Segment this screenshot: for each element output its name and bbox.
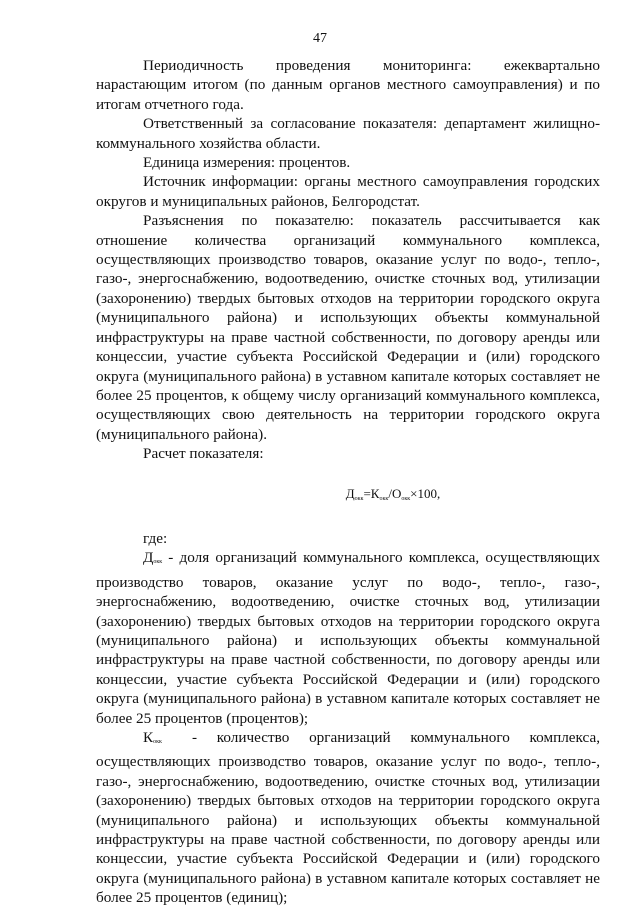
definition-d-symbol-sub: окк xyxy=(153,559,163,566)
document-body xyxy=(96,56,600,908)
definition-k xyxy=(96,728,600,908)
formula-k-sub: окк xyxy=(379,495,389,502)
definition-k-text: - количество организаций коммунального комплекса, осуществляющих производство товаров, оказание услуг по водо-, тепло-, газо-, энергоснабжению, водоотведению, очистке сточных вод, утилизации (захоронению) твердых бытовых отходов на территории городского округа (муниципального района) и использующих объекты коммунальной инфраструктуры на праве частной собственности, по договору аренды или концессии, участие субъекта Российской Федерации и (или) городского округа (муниципального района) в уставном капитале которых составляет не более 25 процентов (единиц); xyxy=(96,729,600,907)
definition-d xyxy=(96,548,600,728)
paragraph-where: где: xyxy=(143,529,168,547)
definition-k-symbol-sub: окк xyxy=(153,739,162,745)
definition-k-symbol: К xyxy=(143,729,154,746)
paragraph-explanation: Разъяснения по показателю: показатель рассчитывается как отношение количества организаций коммунального комплекса, осуществляющих производство товаров, оказание услуг по водо-, тепло-, газо-, энергоснабжению, водоотведению, очистке сточных вод, утилизации (захоронению) твердых бытовых отходов на территории городского округа (муниципального района) и использующих объекты коммунальной инфраструктуры на праве частной собственности, по договору аренды или концессии, участие субъекта Российской Федерации и (или) городского округа (муниципального района) в уставном капитале которых составляет не более 25 процентов, к общему числу организаций коммунального комплекса, осуществляющих свою деятельность на территории городского округа (муниципального района). xyxy=(96,212,600,443)
paragraph-unit: Единица измерения: процентов. xyxy=(143,154,351,172)
paragraph-source: Источник информации: органы местного самоуправления городских округов и муниципальных районов, Белгородстат. xyxy=(96,173,600,210)
formula-tail: ×100, xyxy=(410,485,441,501)
paragraph-periodicity: Периодичность проведения мониторинга: ежеквартально нарастающим итогом (по данным органов местного самоуправления) и по итогам отчетного года. xyxy=(96,57,600,113)
formula-d: Д xyxy=(345,485,355,501)
formula-slash: / xyxy=(388,485,392,501)
formula-o: О xyxy=(391,485,402,501)
formula-o-sub: окк xyxy=(401,495,411,502)
page-number: 47 xyxy=(313,31,327,46)
formula-d-sub: окк xyxy=(354,495,364,502)
formula-k: К xyxy=(370,485,380,501)
paragraph-responsible: Ответственный за согласование показателя: департамент жилищно-коммунального хозяйства области. xyxy=(96,115,600,152)
definition-d-symbol: Д xyxy=(143,549,154,567)
paragraph-calculation: Расчет показателя: xyxy=(143,445,264,463)
formula-eq: = xyxy=(363,485,371,501)
formula xyxy=(96,484,600,509)
definition-d-text: - доля организаций коммунального комплекса, осуществляющих производство товаров, оказание услуг по водо-, тепло-, газо-, энергоснабжению, водоотведению, очистке сточных вод, утилизации (захоронению) твердых бытовых отходов на территории городского округа (муниципального района) и использующих объекты коммунальной инфраструктуры на праве частной собственности, по договору аренды или концессии, участие субъекта Российской Федерации и (или) городского округа (муниципального района) в уставном капитале которых составляет не более 25 процентов (процентов); xyxy=(96,549,600,727)
